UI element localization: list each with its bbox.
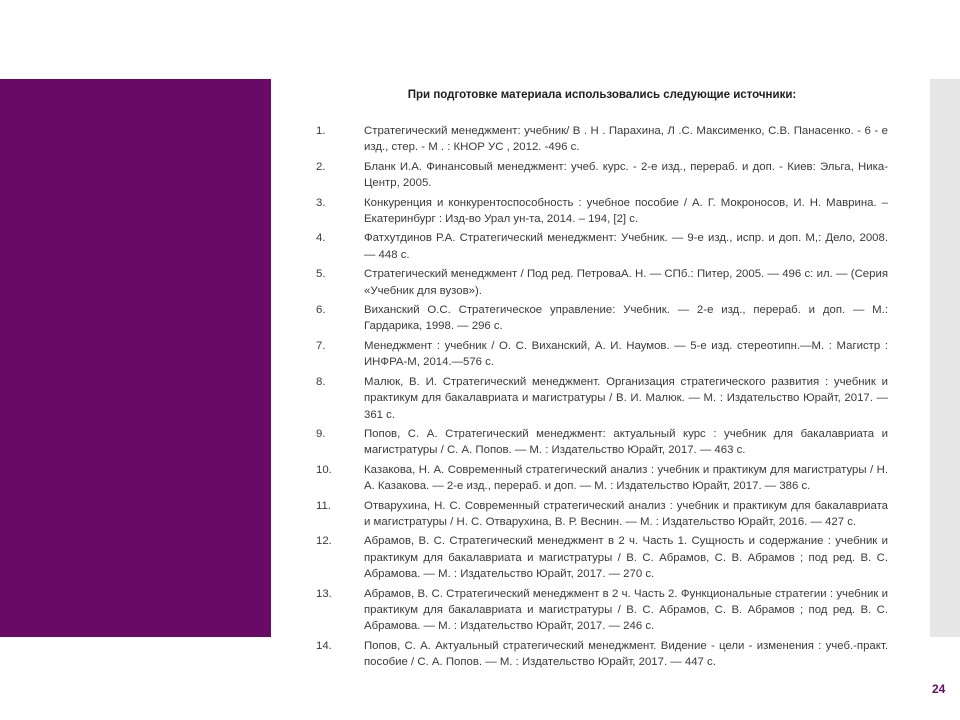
reference-number: 13. <box>316 587 332 600</box>
reference-item <box>316 338 888 371</box>
reference-item <box>316 266 888 299</box>
reference-text: Абрамов, В. С. Стратегический менеджмент в 2 ч. Часть 2. Функциональные стратегии : учебник и практикум для бакалавриата и магистратуры / В. С. Абрамов, С. В. Абрамов ; под ред. В. С. Абрамова. — М. : Издательство Юрайт, 2017. — 246 с. <box>364 587 888 633</box>
reference-item <box>316 374 888 423</box>
reference-text: Менеджмент : учебник / О. С. Виханский, А. И. Наумов. — 5-е изд. стереотипн.—М. : Магистр : ИНФРА-М, 2014.—576 с. <box>364 339 888 369</box>
reference-number: 14. <box>316 639 332 652</box>
reference-item <box>316 195 888 228</box>
reference-number: 1. <box>316 125 326 137</box>
reference-text: Виханский О.С. Стратегическое управление: Учебник. — 2-е изд., перераб. и доп. — М.: Гардарика, 1998. — 296 с. <box>364 304 888 333</box>
decorative-left-panel <box>0 79 271 637</box>
decorative-right-strip <box>930 79 960 637</box>
reference-number: 7. <box>316 339 326 352</box>
reference-item <box>316 586 888 635</box>
reference-number: 8. <box>316 375 326 388</box>
page-number: 24 <box>932 682 946 696</box>
references-list <box>316 123 888 671</box>
reference-number: 3. <box>316 196 326 209</box>
reference-number: 6. <box>316 304 326 317</box>
reference-number: 10. <box>316 463 332 476</box>
reference-text: Отварухина, Н. С. Современный стратегический анализ : учебник и практикум для бакалавриата и магистратуры / Н. С. Отварухина, В. Р. Веснин. — М. : Издательство Юрайт, 2016. — 427 с. <box>364 499 888 528</box>
reference-item <box>316 230 888 263</box>
reference-text: Попов, С. А. Стратегический менеджмент: актуальный курс : учебник для бакалавриата и магистратуры / С. А. Попов. — М. : Издательство Юрайт, 2017. — 463 с. <box>364 427 888 457</box>
reference-number: 4. <box>316 232 326 245</box>
reference-number: 2. <box>316 160 326 173</box>
reference-text: Малюк, В. И. Стратегический менеджмент. Организация стратегического развития : учебник и практикум для бакалавриата и магистратуры / В. И. Малюк. — М. : Издательство Юрайт, 2017. — 361 с. <box>364 375 888 421</box>
reference-text: Попов, С. А. Актуальный стратегический менеджмент. Видение - цели - изменения : учеб.-практ. пособие / С. А. Попов. — М. : Издательство Юрайт, 2017. — 447 с. <box>364 639 888 669</box>
reference-item <box>316 638 888 671</box>
reference-text: Фатхутдинов Р.А. Стратегический менеджмент: Учебник. — 9-е изд., испр. и доп. М,: Дело, 2008. — 448 с. <box>364 232 888 261</box>
reference-text: Казакова, Н. А. Современный стратегический анализ : учебник и практикум для магистратуры / Н. А. Казакова. — 2-е изд., перераб. и доп. — М. : Издательство Юрайт, 2017. — 386 с. <box>364 463 888 493</box>
reference-number: 9. <box>316 427 326 440</box>
reference-item <box>316 462 888 495</box>
reference-number: 12. <box>316 535 332 548</box>
reference-number: 11. <box>316 499 331 512</box>
reference-text: Бланк И.А. Финансовый менеджмент: учеб. курс. - 2-е изд., перераб. и доп. - Киев: Эльга, Ника-Центр, 2005. <box>364 160 888 190</box>
reference-item <box>316 159 888 192</box>
reference-item <box>316 123 888 156</box>
reference-text: Конкуренция и конкурентоспособность : учебное пособие / А. Г. Мокроносов, И. Н. Маврина. – Екатеринбург : Изд-во Урал ун-та, 2014. – 194, [2] с. <box>364 196 888 226</box>
references-heading: При подготовке материала использовались следующие источники: <box>407 89 797 101</box>
reference-item <box>316 498 888 531</box>
reference-text: Стратегический менеджмент: учебник/ В . Н . Парахина, Л .С. Максименко, С.В. Панасенко. - 6 - е изд., стер. - М . : КНОР УС , 2012. -496 с. <box>364 125 888 154</box>
references-section <box>316 87 888 674</box>
reference-text: Абрамов, В. С. Стратегический менеджмент в 2 ч. Часть 1. Сущность и содержание : учебник и практикум для бакалавриата и магистратуры / В. С. Абрамов, С. В. Абрамов ; под ред. В. С. Абрамова. — М. : Издательство Юрайт, 2017. — 270 с. <box>364 535 888 581</box>
reference-item <box>316 302 888 335</box>
reference-item <box>316 533 888 582</box>
reference-number: 5. <box>316 268 326 281</box>
reference-item <box>316 426 888 459</box>
reference-text: Стратегический менеджмент / Под ред. ПетроваА. Н. — СПб.: Питер, 2005. — 496 с: ил. — (Серия «Учебник для вузов»). <box>364 268 888 297</box>
